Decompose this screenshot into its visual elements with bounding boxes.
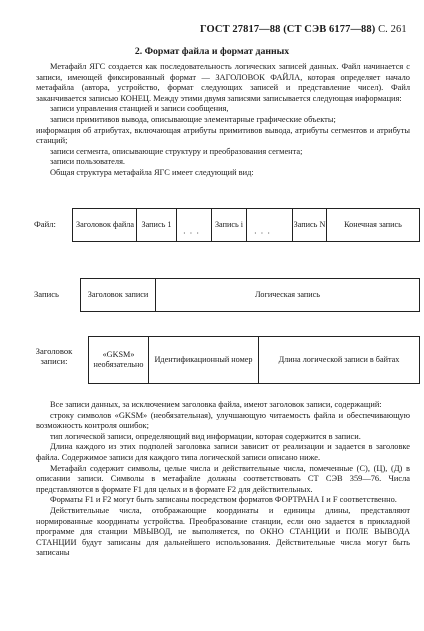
body-paragraph: Действительные числа, отображающие координаты и единицы длины, представляют нормированные координаты устройства. Преобразование станции, если оно задается в прикладной программе для станции МВЫВОД, не выполняется, по ОКНО СТАНЦИИ и ПОЛЕ ВЫВОДА СТАНЦИИ будут записаны для дальнейшего использования. Действительные числа могут быть записаны (36, 505, 410, 558)
divider (246, 208, 247, 242)
intro-item: записи пользователя. (50, 157, 126, 167)
record-header-cell: Заголовок записи (87, 290, 149, 299)
logical-record-cell: Логическая запись (255, 290, 320, 299)
body-paragraph: Длина каждого из этих подполей заголовка записи зависит от реализации и задается в заголовке файла. Содержимое записи для каждого типа логической записи описано ниже. (36, 442, 410, 462)
record-length-cell: Длина логической записи в байтах (278, 355, 400, 364)
file-header-cell: Заголовок файла (75, 220, 135, 229)
file-label: Файл: (34, 219, 56, 229)
body-block (36, 400, 410, 559)
intro-block (36, 62, 410, 179)
ellipsis: · · · (183, 229, 200, 238)
end-record-cell: Конечная запись (344, 220, 402, 229)
record-label: Запись (34, 289, 59, 299)
standard-title: ГОСТ 27817—88 (СТ СЭВ 6177—88) (200, 24, 376, 35)
intro-item: записи управления станцией и записи сообщения, (50, 104, 229, 114)
id-number-cell: Идентификационный номер (154, 355, 253, 364)
body-paragraph: Форматы F1 и F2 могут быть записаны посредством форматов ФОРТРАНА I и F соответственно. (50, 495, 397, 505)
intro-paragraph: Метафайл ЯГС создается как последовательность логических записей данных. Файл начинается с записи, имеющей фиксированный формат — ЗАГОЛОВОК ФАЙЛА, которая определяет начало метафайла (автора, устройство, формат следующих записей и представление чисел). Файл заканчивается записью КОНЕЦ. Между этими двумя записями записывается следующая информация: (36, 62, 410, 103)
page-number: С. 261 (378, 24, 407, 35)
record-n-cell: Запись N (293, 220, 326, 229)
section-title: 2. Формат файла и формат данных (134, 46, 290, 57)
body-paragraph: тип логической записи, определяющий вид информации, которая содержится в записи. (50, 431, 361, 441)
page-header (200, 24, 406, 35)
intro-item: записи сегмента, описывающие структуру и преобразования сегмента; (50, 146, 303, 156)
body-paragraph: Метафайл содержит символы, целые числа и действительные числа, помеченные (С), (Ц), (Д) в описании записи. Символы в метафайле должны соответствовать СТ СЭВ 359—76. Числа представляются в формате F1 для целых и в формате F2 для действительных. (36, 463, 410, 494)
record-i-cell: Запись i (214, 220, 244, 229)
gksm-cell: «GKSM» необязательно (93, 350, 144, 369)
intro-item: записи примитивов вывода, описывающие элементарные графические объекты; (50, 114, 336, 124)
intro-item: информация об атрибутах, включающая атрибуты примитивов вывода, атрибуты сегментов и атрибуты станций; (36, 125, 410, 146)
ellipsis: · · · (254, 229, 271, 238)
intro-paragraph: Общая структура метафайла ЯГС имеет следующий вид: (50, 167, 254, 177)
record-1-cell: Запись 1 (141, 220, 172, 229)
body-paragraph: строку символов «GKSM» (необязательная), улучшающую читаемость файла и обеспечивающую возможность контроля ошибок; (36, 410, 410, 431)
divider (176, 208, 177, 242)
record-header-label: Заголовок записи: (35, 346, 73, 366)
body-paragraph: Все записи данных, за исключением заголовка файла, имеют заголовок записи, содержащий: (50, 400, 382, 409)
